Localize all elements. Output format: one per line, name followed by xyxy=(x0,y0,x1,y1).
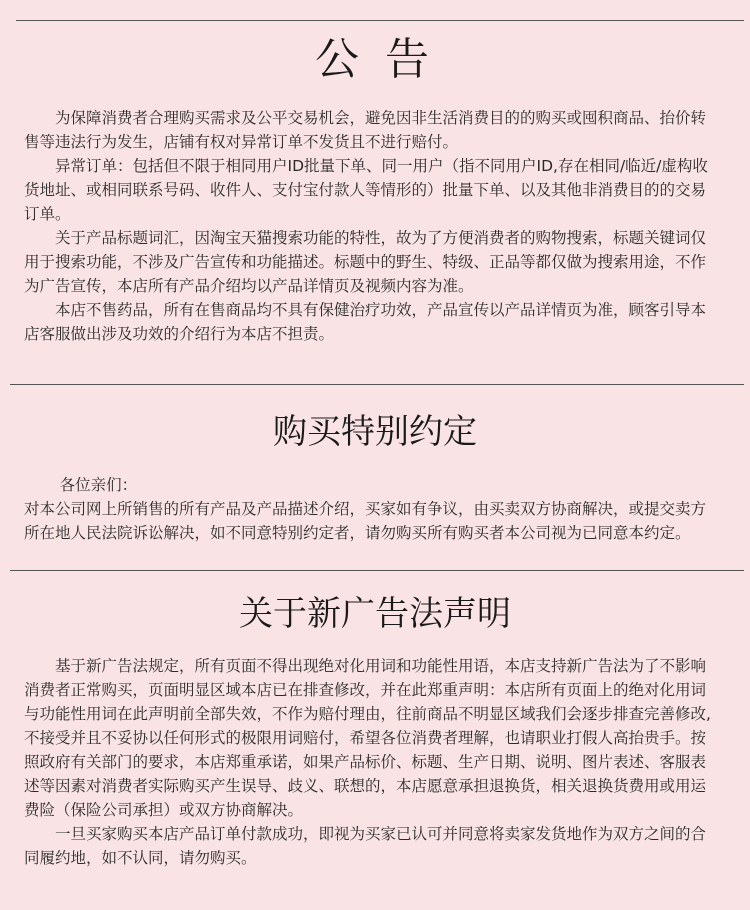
notice-title: 公 告 xyxy=(315,34,435,85)
notice-body xyxy=(24,106,720,346)
section-divider xyxy=(10,384,744,385)
notice-paragraph: 异常订单：包括但不限于相同用户ID批量下单、同一用户（指不同用户ID,存在相同/临近/虚构收货地址、或相同联系号码、收件人、支付宝付款人等情形的）批量下单、以及其他非消费目的的交易订单。 xyxy=(24,157,708,223)
ad-law-paragraph: 一旦买家购买本店产品订单付款成功，即视为买家已认可并同意将卖家发货地作为双方之间的合同履约地，如不认同，请勿购买。 xyxy=(24,825,707,867)
ad-law-paragraph: 基于新广告法规定，所有页面不得出现绝对化用词和功能性用语，本店支持新广告法为了不影响消费者正常购买，页面明显区域本店已在排查修改，并在此郑重声明：本店所有页面上的绝对化用词与功能性用词在此声明前全部失效，不作为赔付理由，往前商品不明显区域我们会逐步排查完善修改,不接受并且不妥协以任何形式的极限用词赔付，希望各位消费者理解，也请职业打假人高抬贵手。按照政府有关部门的要求，本店郑重承诺，如果产品标价、标题、生产日期、说明、图片表述、客服表述等因素对消费者实际购买产生误导、歧义、联想的，本店愿意承担退换货，相关退换货费用或用运费险（保险公司承担）或双方协商解决。 xyxy=(24,657,711,819)
agreement-title: 购买特别约定 xyxy=(273,412,477,452)
notice-paragraph: 为保障消费者合理购买需求及公平交易机会，避免因非生活消费目的的购买或囤积商品、抬价转售等违法行为发生，店铺有权对异常订单不发货且不进行赔付。 xyxy=(24,109,707,151)
ad-law-title: 关于新广告法声明 xyxy=(239,594,511,634)
ad-law-body xyxy=(24,654,720,870)
top-divider xyxy=(16,20,744,21)
notice-paragraph: 关于产品标题词汇，因淘宝天猫搜索功能的特性，故为了方便消费者的购物搜索，标题关键词仅用于搜索功能，不涉及广告宣传和功能描述。标题中的野生、特级、正品等都仅做为搜索用途，不作为广告宣传，本店所有产品介绍均以产品详情页及视频内容为准。 xyxy=(24,229,707,295)
agreement-body xyxy=(24,473,720,545)
section-divider xyxy=(10,570,744,571)
agreement-paragraph: 对本公司网上所销售的所有产品及产品描述介绍，买家如有争议，由买卖双方协商解决，或提交卖方所在地人民法院诉讼解决，如不同意特别约定者，请勿购买所有购买者本公司视为已同意本约定。 xyxy=(24,500,707,542)
notice-paragraph: 本店不售药品，所有在售商品均不具有保健治疗功效，产品宣传以产品详情页为准，顾客引导本店客服做出涉及功效的介绍行为本店不担责。 xyxy=(24,301,707,343)
agreement-greeting: 各位亲们： xyxy=(59,476,138,494)
